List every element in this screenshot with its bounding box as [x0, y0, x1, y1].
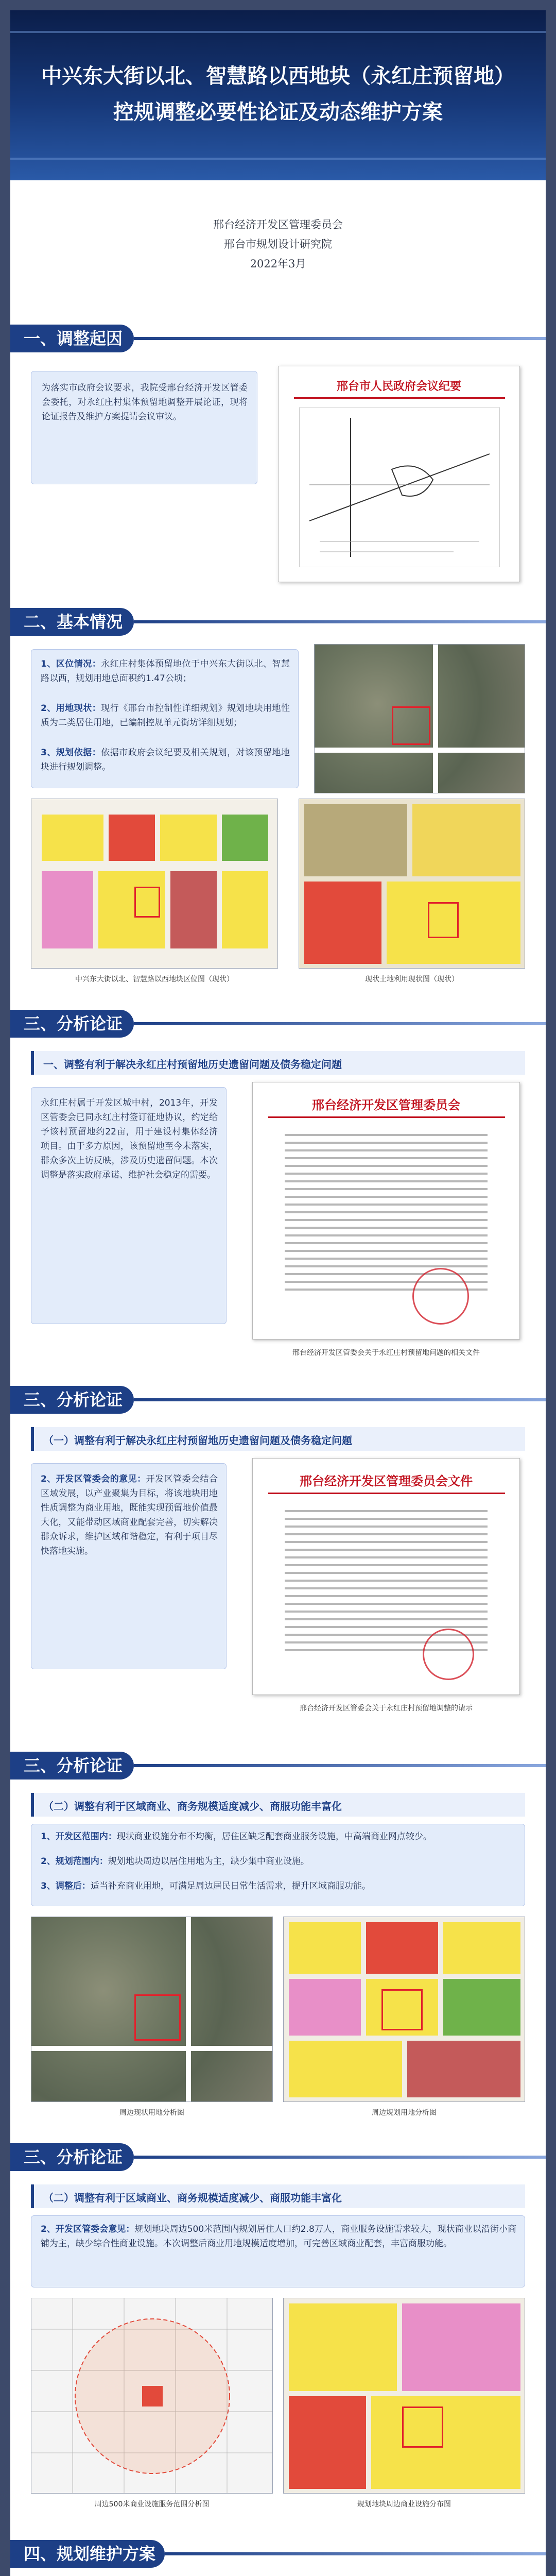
- cover-banner: [10, 10, 546, 180]
- red-stamp: [423, 1629, 474, 1680]
- section-bar: [134, 2156, 546, 2159]
- cover-title-line2: 控规调整必要性论证及动态维护方案: [113, 100, 443, 124]
- cover-org-2: 邢台市规划设计研究院: [224, 238, 332, 250]
- service-radius-map: [31, 2298, 273, 2494]
- section-heading-3: [10, 1005, 546, 1041]
- analysis-text: 2、开发区管委会的意见：开发区管委会结合区域发展，以产业聚集为目标，将该地块用地性质调整为商业用地，既能实现预留地价值最大化，又能带动区域商业配套完善，切实解决群众诉求，维护区域和谐稳定，有利于项目尽快落地实施。: [41, 1474, 218, 1556]
- caption: 周边500米商业设施服务范围分析图: [94, 2500, 210, 2509]
- section-heading-6: [10, 2138, 546, 2174]
- reason-text: 为落实市政府会议要求，我院受邢台经济开发区管委会委托，对永红庄村集体预留地调整开展论证，现将论证报告及维护方案提请会议审议。: [42, 383, 248, 422]
- cover: [10, 10, 546, 592]
- section-heading-2: [10, 603, 546, 639]
- section-heading-5: [10, 1747, 546, 1783]
- caption: 中兴东大街以北、智慧路以西地块区位图（现状）: [75, 975, 234, 984]
- caption: 周边现状用地分析图: [119, 2109, 184, 2117]
- basic-info-panel: [31, 649, 299, 788]
- analysis-panel: [31, 1463, 227, 1669]
- sketch-map-icon: [299, 408, 500, 567]
- section-bar: [134, 1022, 546, 1025]
- cover-date: 2022年3月: [250, 258, 306, 270]
- location-map: [31, 799, 278, 969]
- aerial-photo: [314, 644, 525, 793]
- caption: 周边规划用地分析图: [372, 2109, 437, 2117]
- banner-stripe: [10, 158, 546, 160]
- document-image: 邢台经济开发区管理委员会: [252, 1082, 520, 1340]
- analysis-panel: 2、开发区管委会意见：规划地块周边500米范围内规划居住人口约2.8万人，商业服务设施需求较大，现状商业以沿街小商铺为主，缺少综合性商业设施。本次调整后商业用地规模适度增加，可完善区域商业配套，丰富商服功能。: [31, 2215, 525, 2287]
- section-badge: 四、规划维护方案: [10, 2540, 165, 2568]
- reason-panel: [31, 371, 257, 484]
- cover-title-line1: 中兴东大街以北、智慧路以西地块（永红庄预留地）: [41, 64, 515, 88]
- section-heading-1: [10, 319, 546, 355]
- caption: 邢台经济开发区管委会关于永红庄村预留地问题的相关文件: [292, 1349, 480, 1357]
- caption: 现状土地利用现状图（现状）: [365, 975, 459, 984]
- commercial-distribution-map: [283, 2298, 525, 2494]
- landuse-map: [299, 799, 525, 969]
- site-boundary: [392, 706, 430, 745]
- subheading: （二）调整有利于区域商业、商务规模适度减少、商服功能丰富化: [31, 2184, 525, 2208]
- radius-diagram-icon: [31, 2298, 273, 2494]
- section-bar: [134, 620, 546, 623]
- caption: 邢台经济开发区管委会关于永红庄村预留地调整的请示: [300, 1704, 473, 1713]
- analysis-panel: 1、开发区范围内：现状商业设施分布不均衡，居住区缺乏配套商业服务设施，中高端商业网点较少。 2、规划范围内：规划地块周边以居住用地为主，缺少集中商业设施。 3、调整后：适当补充商业用地，可满足周边居民日常生活需求，提升区域商服功能。: [31, 1824, 525, 1906]
- aerial-analysis-map: [31, 1917, 273, 2102]
- section-badge: 三、分析论证: [10, 1752, 134, 1780]
- document-image: 邢台经济开发区管理委员会文件: [252, 1458, 520, 1695]
- analysis-text: 永红庄村属于开发区城中村，2013年，开发区管委会已同永红庄村签订征地协议，约定给予该村预留地约22亩，用于建设村集体经济项目。由于多方原因，该预留地至今未落实，群众多次上访反映，涉及历史遗留问题。本次调整是落实政府承诺、维护社会稳定的需要。: [41, 1098, 218, 1180]
- subheading: （二）调整有利于区域商业、商务规模适度减少、商服功能丰富化: [31, 1793, 525, 1817]
- section-bar: [134, 1398, 546, 1401]
- meeting-minutes-image: [278, 366, 520, 582]
- doc-red-line: [294, 397, 505, 399]
- section-badge: 三、分析论证: [10, 1010, 134, 1038]
- subheading: （一）调整有利于解决永红庄村预留地历史遗留问题及债务稳定问题: [31, 1427, 525, 1451]
- red-stamp: [412, 1268, 469, 1325]
- cover-org-1: 邢台经济开发区管理委员会: [213, 218, 343, 231]
- basic-item-2: 2、用地现状：现行《邢台市控制性详细规划》规划地块用地性质为二类居住用地，已编制控规单元街坊详细规划；: [41, 703, 290, 728]
- section-badge: 二、基本情况: [10, 608, 134, 636]
- plan-analysis-map: [283, 1917, 525, 2102]
- section-heading-7: [10, 2535, 546, 2571]
- section-bar: [134, 337, 546, 340]
- section-badge: 三、分析论证: [10, 2143, 134, 2171]
- basic-item-1: 1、区位情况：永红庄村集体预留地位于中兴东大街以北、智慧路以西，规划用地总面积约1.47公顷；: [41, 659, 290, 684]
- section-badge: 一、调整起因: [10, 325, 134, 352]
- subheading: 一、调整有利于解决永红庄村预留地历史遗留问题及债务稳定问题: [31, 1051, 525, 1075]
- section-bar: [134, 1764, 546, 1767]
- analysis-panel: [31, 1087, 227, 1324]
- section-bar: [165, 2552, 546, 2555]
- doc-title: 邢台市人民政府会议纪要: [336, 380, 461, 393]
- caption: 规划地块周边商业设施分布图: [357, 2500, 451, 2509]
- section-heading-4: [10, 1381, 546, 1417]
- report-page: [10, 10, 546, 2576]
- section-badge: 三、分析论证: [10, 1386, 134, 1414]
- banner-stripe: [10, 31, 546, 33]
- basic-item-3: 3、规划依据：依据市政府会议纪要及相关规划，对该预留地地块进行规划调整。: [41, 748, 290, 772]
